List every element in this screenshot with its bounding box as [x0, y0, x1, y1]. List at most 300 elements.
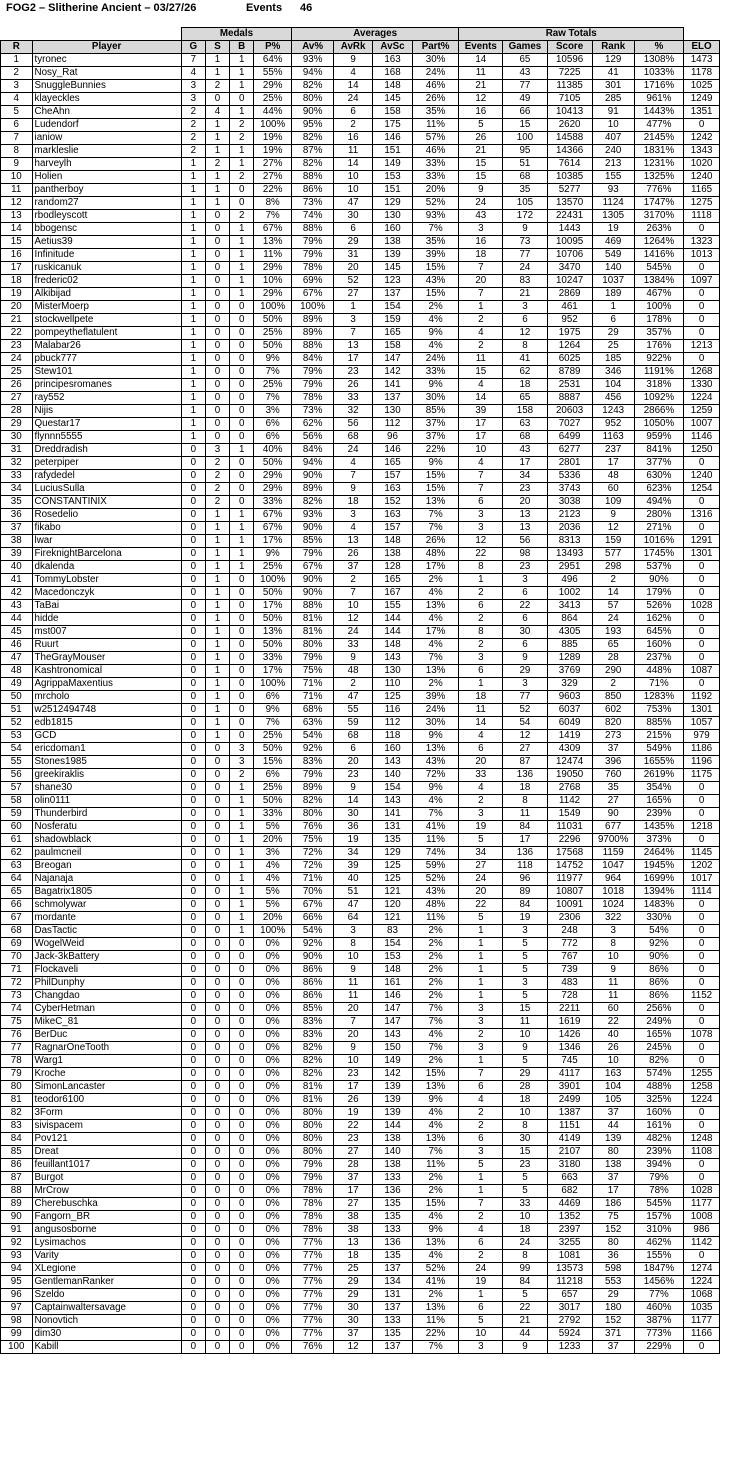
raw-pct-cell: 2464% — [634, 847, 683, 860]
avg-score-cell: 130 — [373, 210, 413, 223]
games-cell: 68 — [503, 171, 547, 184]
score-cell: 767 — [547, 951, 592, 964]
elo-cell: 1028 — [684, 1185, 720, 1198]
bronze-cell: 0 — [230, 1250, 254, 1263]
player-cell: shadowblack — [32, 834, 181, 847]
score-cell: 10596 — [547, 54, 592, 67]
table-row — [1, 197, 720, 210]
raw-pct-cell: 1416% — [634, 249, 683, 262]
avg-rank-cell: 2 — [334, 119, 373, 132]
table-row — [1, 249, 720, 262]
raw-pct-cell: 482% — [634, 1133, 683, 1146]
table-row — [1, 223, 720, 236]
player-cell: mst007 — [32, 626, 181, 639]
avg-pct-cell: 69% — [292, 275, 334, 288]
avg-pct-cell: 56% — [292, 431, 334, 444]
raw-pct-cell: 1264% — [634, 236, 683, 249]
avg-score-cell: 137 — [373, 392, 413, 405]
bronze-cell: 0 — [230, 1107, 254, 1120]
rank-cell: 93 — [1, 1250, 33, 1263]
avg-pct-cell: 90% — [292, 574, 334, 587]
silver-cell: 1 — [205, 678, 229, 691]
gold-cell: 0 — [181, 1289, 205, 1302]
player-cell: ray552 — [32, 392, 181, 405]
silver-cell: 0 — [205, 821, 229, 834]
avg-score-cell: 151 — [373, 184, 413, 197]
events-cell: 3 — [459, 1341, 503, 1354]
player-cell: ruskicanuk — [32, 262, 181, 275]
rank-cell: 62 — [1, 847, 33, 860]
avg-pct-cell: 77% — [292, 1237, 334, 1250]
elo-cell: 1097 — [684, 275, 720, 288]
score-cell: 483 — [547, 977, 592, 990]
avg-rank-cell: 47 — [334, 899, 373, 912]
bronze-cell: 0 — [230, 1315, 254, 1328]
gold-cell: 1 — [181, 327, 205, 340]
group-averages: Averages — [292, 28, 459, 41]
silver-cell: 1 — [205, 730, 229, 743]
avg-pct-cell: 76% — [292, 821, 334, 834]
bronze-cell: 0 — [230, 1146, 254, 1159]
table-row — [1, 1133, 720, 1146]
gold-cell: 0 — [181, 600, 205, 613]
elo-cell: 1013 — [684, 249, 720, 262]
events-cell: 2 — [459, 613, 503, 626]
table-row — [1, 1029, 720, 1042]
rank-cell: 91 — [1, 1224, 33, 1237]
avg-rank-cell: 39 — [334, 860, 373, 873]
silver-cell: 0 — [205, 1107, 229, 1120]
raw-pct-cell: 157% — [634, 1211, 683, 1224]
bronze-cell: 0 — [230, 197, 254, 210]
part-pct-cell: 39% — [412, 249, 458, 262]
table-row — [1, 873, 720, 886]
gold-cell: 0 — [181, 457, 205, 470]
podium-pct-cell: 0% — [254, 1341, 292, 1354]
raw-rank-cell: 964 — [592, 873, 634, 886]
player-cell: Macedonczyk — [32, 587, 181, 600]
player-cell: Bagatrix1805 — [32, 886, 181, 899]
raw-rank-cell: 65 — [592, 639, 634, 652]
avg-score-cell: 144 — [373, 626, 413, 639]
avg-pct-cell: 90% — [292, 587, 334, 600]
rank-cell: 99 — [1, 1328, 33, 1341]
raw-rank-cell: 2 — [592, 574, 634, 587]
table-row — [1, 1315, 720, 1328]
raw-pct-cell: 71% — [634, 678, 683, 691]
raw-pct-cell: 1016% — [634, 535, 683, 548]
raw-rank-cell: 12 — [592, 522, 634, 535]
avg-score-cell: 146 — [373, 990, 413, 1003]
column-header-row — [1, 41, 720, 54]
part-pct-cell: 9% — [412, 327, 458, 340]
player-cell: TheGrayMouser — [32, 652, 181, 665]
elo-cell: 0 — [684, 964, 720, 977]
score-cell: 682 — [547, 1185, 592, 1198]
avg-pct-cell: 83% — [292, 1029, 334, 1042]
games-cell: 9 — [503, 1341, 547, 1354]
table-row — [1, 132, 720, 145]
col-header-gold: G — [181, 41, 205, 54]
events-cell: 1 — [459, 1289, 503, 1302]
games-cell: 18 — [503, 782, 547, 795]
podium-pct-cell: 25% — [254, 782, 292, 795]
gold-cell: 1 — [181, 262, 205, 275]
score-cell: 6049 — [547, 717, 592, 730]
podium-pct-cell: 19% — [254, 145, 292, 158]
part-pct-cell: 7% — [412, 1016, 458, 1029]
silver-cell: 0 — [205, 899, 229, 912]
games-cell: 5 — [503, 964, 547, 977]
events-cell: 27 — [459, 860, 503, 873]
bronze-cell: 0 — [230, 1263, 254, 1276]
avg-score-cell: 131 — [373, 821, 413, 834]
rank-cell: 63 — [1, 860, 33, 873]
events-cell: 20 — [459, 275, 503, 288]
avg-pct-cell: 82% — [292, 1055, 334, 1068]
events-cell: 3 — [459, 1042, 503, 1055]
silver-cell: 0 — [205, 1016, 229, 1029]
raw-rank-cell: 152 — [592, 1315, 634, 1328]
avg-pct-cell: 84% — [292, 353, 334, 366]
table-row — [1, 1341, 720, 1354]
part-pct-cell: 43% — [412, 756, 458, 769]
events-cell: 39 — [459, 405, 503, 418]
events-cell: 7 — [459, 262, 503, 275]
avg-pct-cell: 100% — [292, 301, 334, 314]
bronze-cell: 1 — [230, 925, 254, 938]
games-cell: 35 — [503, 184, 547, 197]
podium-pct-cell: 100% — [254, 678, 292, 691]
podium-pct-cell: 29% — [254, 262, 292, 275]
bronze-cell: 1 — [230, 275, 254, 288]
score-cell: 6277 — [547, 444, 592, 457]
player-cell: Kashtronomical — [32, 665, 181, 678]
table-row — [1, 808, 720, 821]
avg-pct-cell: 75% — [292, 834, 334, 847]
games-cell: 77 — [503, 691, 547, 704]
elo-cell: 1301 — [684, 704, 720, 717]
part-pct-cell: 2% — [412, 1055, 458, 1068]
avg-score-cell: 165 — [373, 457, 413, 470]
elo-cell: 1175 — [684, 769, 720, 782]
avg-pct-cell: 78% — [292, 262, 334, 275]
avg-score-cell: 148 — [373, 535, 413, 548]
col-header-part-pct: Part% — [412, 41, 458, 54]
avg-rank-cell: 33 — [334, 639, 373, 652]
part-pct-cell: 2% — [412, 938, 458, 951]
player-cell: klayeckles — [32, 93, 181, 106]
part-pct-cell: 7% — [412, 1003, 458, 1016]
part-pct-cell: 15% — [412, 483, 458, 496]
avg-score-cell: 163 — [373, 509, 413, 522]
table-row — [1, 769, 720, 782]
part-pct-cell: 7% — [412, 652, 458, 665]
events-cell: 14 — [459, 392, 503, 405]
avg-score-cell: 123 — [373, 275, 413, 288]
score-cell: 2397 — [547, 1224, 592, 1237]
avg-score-cell: 147 — [373, 1016, 413, 1029]
silver-cell: 0 — [205, 1172, 229, 1185]
raw-rank-cell: 37 — [592, 1341, 634, 1354]
table-row — [1, 665, 720, 678]
part-pct-cell: 13% — [412, 743, 458, 756]
raw-rank-cell: 677 — [592, 821, 634, 834]
avg-rank-cell: 10 — [334, 1055, 373, 1068]
part-pct-cell: 13% — [412, 1237, 458, 1250]
avg-rank-cell: 13 — [334, 535, 373, 548]
score-cell: 1346 — [547, 1042, 592, 1055]
part-pct-cell: 2% — [412, 990, 458, 1003]
raw-rank-cell: 407 — [592, 132, 634, 145]
raw-rank-cell: 1047 — [592, 860, 634, 873]
avg-pct-cell: 77% — [292, 1289, 334, 1302]
games-cell: 18 — [503, 1094, 547, 1107]
table-row — [1, 548, 720, 561]
raw-pct-cell: 776% — [634, 184, 683, 197]
raw-rank-cell: 3 — [592, 925, 634, 938]
avg-rank-cell: 38 — [334, 1211, 373, 1224]
podium-pct-cell: 17% — [254, 535, 292, 548]
player-cell: BerDuc — [32, 1029, 181, 1042]
podium-pct-cell: 0% — [254, 1003, 292, 1016]
bronze-cell: 0 — [230, 405, 254, 418]
avg-rank-cell: 47 — [334, 691, 373, 704]
silver-cell: 1 — [205, 548, 229, 561]
silver-cell: 0 — [205, 1042, 229, 1055]
bronze-cell: 1 — [230, 548, 254, 561]
podium-pct-cell: 9% — [254, 548, 292, 561]
rank-cell: 58 — [1, 795, 33, 808]
silver-cell: 1 — [205, 691, 229, 704]
player-cell: rafydedel — [32, 470, 181, 483]
games-cell: 5 — [503, 1055, 547, 1068]
table-row — [1, 561, 720, 574]
part-pct-cell: 2% — [412, 951, 458, 964]
raw-pct-cell: 92% — [634, 938, 683, 951]
table-row — [1, 652, 720, 665]
podium-pct-cell: 13% — [254, 236, 292, 249]
part-pct-cell: 7% — [412, 1146, 458, 1159]
score-cell: 7225 — [547, 67, 592, 80]
raw-pct-cell: 229% — [634, 1341, 683, 1354]
table-row — [1, 678, 720, 691]
raw-rank-cell: 37 — [592, 1107, 634, 1120]
elo-cell: 1224 — [684, 1276, 720, 1289]
elo-cell: 1008 — [684, 1211, 720, 1224]
bronze-cell: 0 — [230, 1055, 254, 1068]
avg-score-cell: 154 — [373, 301, 413, 314]
player-cell: principesromanes — [32, 379, 181, 392]
elo-cell: 0 — [684, 899, 720, 912]
avg-pct-cell: 78% — [292, 1198, 334, 1211]
events-cell: 1 — [459, 977, 503, 990]
raw-rank-cell: 104 — [592, 1081, 634, 1094]
rank-cell: 49 — [1, 678, 33, 691]
score-cell: 14588 — [547, 132, 592, 145]
raw-pct-cell: 645% — [634, 626, 683, 639]
player-cell: Nosferatu — [32, 821, 181, 834]
gold-cell: 1 — [181, 353, 205, 366]
events-cell: 1 — [459, 1172, 503, 1185]
rank-cell: 43 — [1, 600, 33, 613]
events-cell: 3 — [459, 223, 503, 236]
silver-cell: 1 — [205, 613, 229, 626]
games-cell: 27 — [503, 743, 547, 756]
bronze-cell: 0 — [230, 964, 254, 977]
gold-cell: 0 — [181, 1198, 205, 1211]
elo-cell: 1323 — [684, 236, 720, 249]
bronze-cell: 1 — [230, 561, 254, 574]
elo-cell: 1035 — [684, 1302, 720, 1315]
player-cell: Kabill — [32, 1341, 181, 1354]
games-cell: 43 — [503, 67, 547, 80]
gold-cell: 0 — [181, 1302, 205, 1315]
avg-pct-cell: 71% — [292, 691, 334, 704]
avg-rank-cell: 55 — [334, 704, 373, 717]
elo-cell: 986 — [684, 1224, 720, 1237]
avg-score-cell: 157 — [373, 470, 413, 483]
elo-cell: 1020 — [684, 158, 720, 171]
events-cell: 19 — [459, 1276, 503, 1289]
part-pct-cell: 59% — [412, 860, 458, 873]
elo-cell: 0 — [684, 938, 720, 951]
avg-pct-cell: 80% — [292, 1120, 334, 1133]
raw-pct-cell: 2619% — [634, 769, 683, 782]
raw-rank-cell: 159 — [592, 535, 634, 548]
raw-rank-cell: 598 — [592, 1263, 634, 1276]
part-pct-cell: 57% — [412, 132, 458, 145]
podium-pct-cell: 6% — [254, 769, 292, 782]
gold-cell: 0 — [181, 808, 205, 821]
table-row — [1, 353, 720, 366]
score-cell: 3180 — [547, 1159, 592, 1172]
player-cell: Ruurt — [32, 639, 181, 652]
score-cell: 885 — [547, 639, 592, 652]
events-cell: 2 — [459, 587, 503, 600]
raw-pct-cell: 1325% — [634, 171, 683, 184]
avg-rank-cell: 24 — [334, 444, 373, 457]
avg-score-cell: 143 — [373, 756, 413, 769]
elo-cell: 1166 — [684, 1328, 720, 1341]
events-cell: 16 — [459, 106, 503, 119]
podium-pct-cell: 0% — [254, 1198, 292, 1211]
player-cell: ericdoman1 — [32, 743, 181, 756]
player-cell: Stones1985 — [32, 756, 181, 769]
raw-pct-cell: 1191% — [634, 366, 683, 379]
events-cell: 34 — [459, 847, 503, 860]
rank-cell: 24 — [1, 353, 33, 366]
raw-rank-cell: 237 — [592, 444, 634, 457]
score-cell: 2107 — [547, 1146, 592, 1159]
raw-pct-cell: 773% — [634, 1328, 683, 1341]
bronze-cell: 0 — [230, 938, 254, 951]
avg-rank-cell: 59 — [334, 717, 373, 730]
table-row — [1, 262, 720, 275]
avg-pct-cell: 54% — [292, 730, 334, 743]
score-cell: 1142 — [547, 795, 592, 808]
bronze-cell: 1 — [230, 288, 254, 301]
events-cell: 20 — [459, 886, 503, 899]
silver-cell: 0 — [205, 392, 229, 405]
events-cell: 6 — [459, 1133, 503, 1146]
elo-cell: 1268 — [684, 366, 720, 379]
table-row — [1, 704, 720, 717]
table-row — [1, 1237, 720, 1250]
bronze-cell: 1 — [230, 834, 254, 847]
silver-cell: 0 — [205, 1146, 229, 1159]
avg-score-cell: 120 — [373, 899, 413, 912]
table-row — [1, 496, 720, 509]
avg-score-cell: 130 — [373, 405, 413, 418]
games-cell: 54 — [503, 717, 547, 730]
player-cell: Ludendorf — [32, 119, 181, 132]
silver-cell: 0 — [205, 1328, 229, 1341]
avg-rank-cell: 10 — [334, 600, 373, 613]
gold-cell: 0 — [181, 1328, 205, 1341]
games-cell: 89 — [503, 886, 547, 899]
score-cell: 5336 — [547, 470, 592, 483]
avg-score-cell: 144 — [373, 1120, 413, 1133]
part-pct-cell: 24% — [412, 704, 458, 717]
avg-rank-cell: 25 — [334, 1263, 373, 1276]
part-pct-cell: 9% — [412, 1094, 458, 1107]
gold-cell: 0 — [181, 847, 205, 860]
gold-cell: 0 — [181, 1068, 205, 1081]
silver-cell: 0 — [205, 964, 229, 977]
silver-cell: 1 — [205, 587, 229, 600]
podium-pct-cell: 7% — [254, 392, 292, 405]
score-cell: 14752 — [547, 860, 592, 873]
bronze-cell: 0 — [230, 93, 254, 106]
player-cell: Rosedelio — [32, 509, 181, 522]
silver-cell: 0 — [205, 1159, 229, 1172]
score-cell: 13570 — [547, 197, 592, 210]
gold-cell: 0 — [181, 626, 205, 639]
silver-cell: 0 — [205, 249, 229, 262]
player-cell: Changdao — [32, 990, 181, 1003]
avg-rank-cell: 38 — [334, 1224, 373, 1237]
avg-score-cell: 137 — [373, 1263, 413, 1276]
games-cell: 172 — [503, 210, 547, 223]
podium-pct-cell: 25% — [254, 730, 292, 743]
raw-pct-cell: 79% — [634, 1172, 683, 1185]
gold-cell: 1 — [181, 184, 205, 197]
raw-rank-cell: 301 — [592, 80, 634, 93]
raw-pct-cell: 239% — [634, 1146, 683, 1159]
raw-pct-cell: 249% — [634, 1016, 683, 1029]
games-cell: 18 — [503, 379, 547, 392]
rank-cell: 59 — [1, 808, 33, 821]
silver-cell: 0 — [205, 236, 229, 249]
score-cell: 13573 — [547, 1263, 592, 1276]
player-cell: LuciusSulla — [32, 483, 181, 496]
podium-pct-cell: 0% — [254, 951, 292, 964]
silver-cell: 1 — [205, 67, 229, 80]
games-cell: 65 — [503, 54, 547, 67]
col-header-raw-rank: Rank — [592, 41, 634, 54]
raw-rank-cell: 36 — [592, 1250, 634, 1263]
elo-cell: 0 — [684, 119, 720, 132]
silver-cell: 2 — [205, 483, 229, 496]
player-cell: Kroche — [32, 1068, 181, 1081]
avg-pct-cell: 75% — [292, 665, 334, 678]
avg-pct-cell: 86% — [292, 990, 334, 1003]
raw-pct-cell: 549% — [634, 743, 683, 756]
games-cell: 65 — [503, 392, 547, 405]
avg-score-cell: 138 — [373, 236, 413, 249]
part-pct-cell: 30% — [412, 54, 458, 67]
